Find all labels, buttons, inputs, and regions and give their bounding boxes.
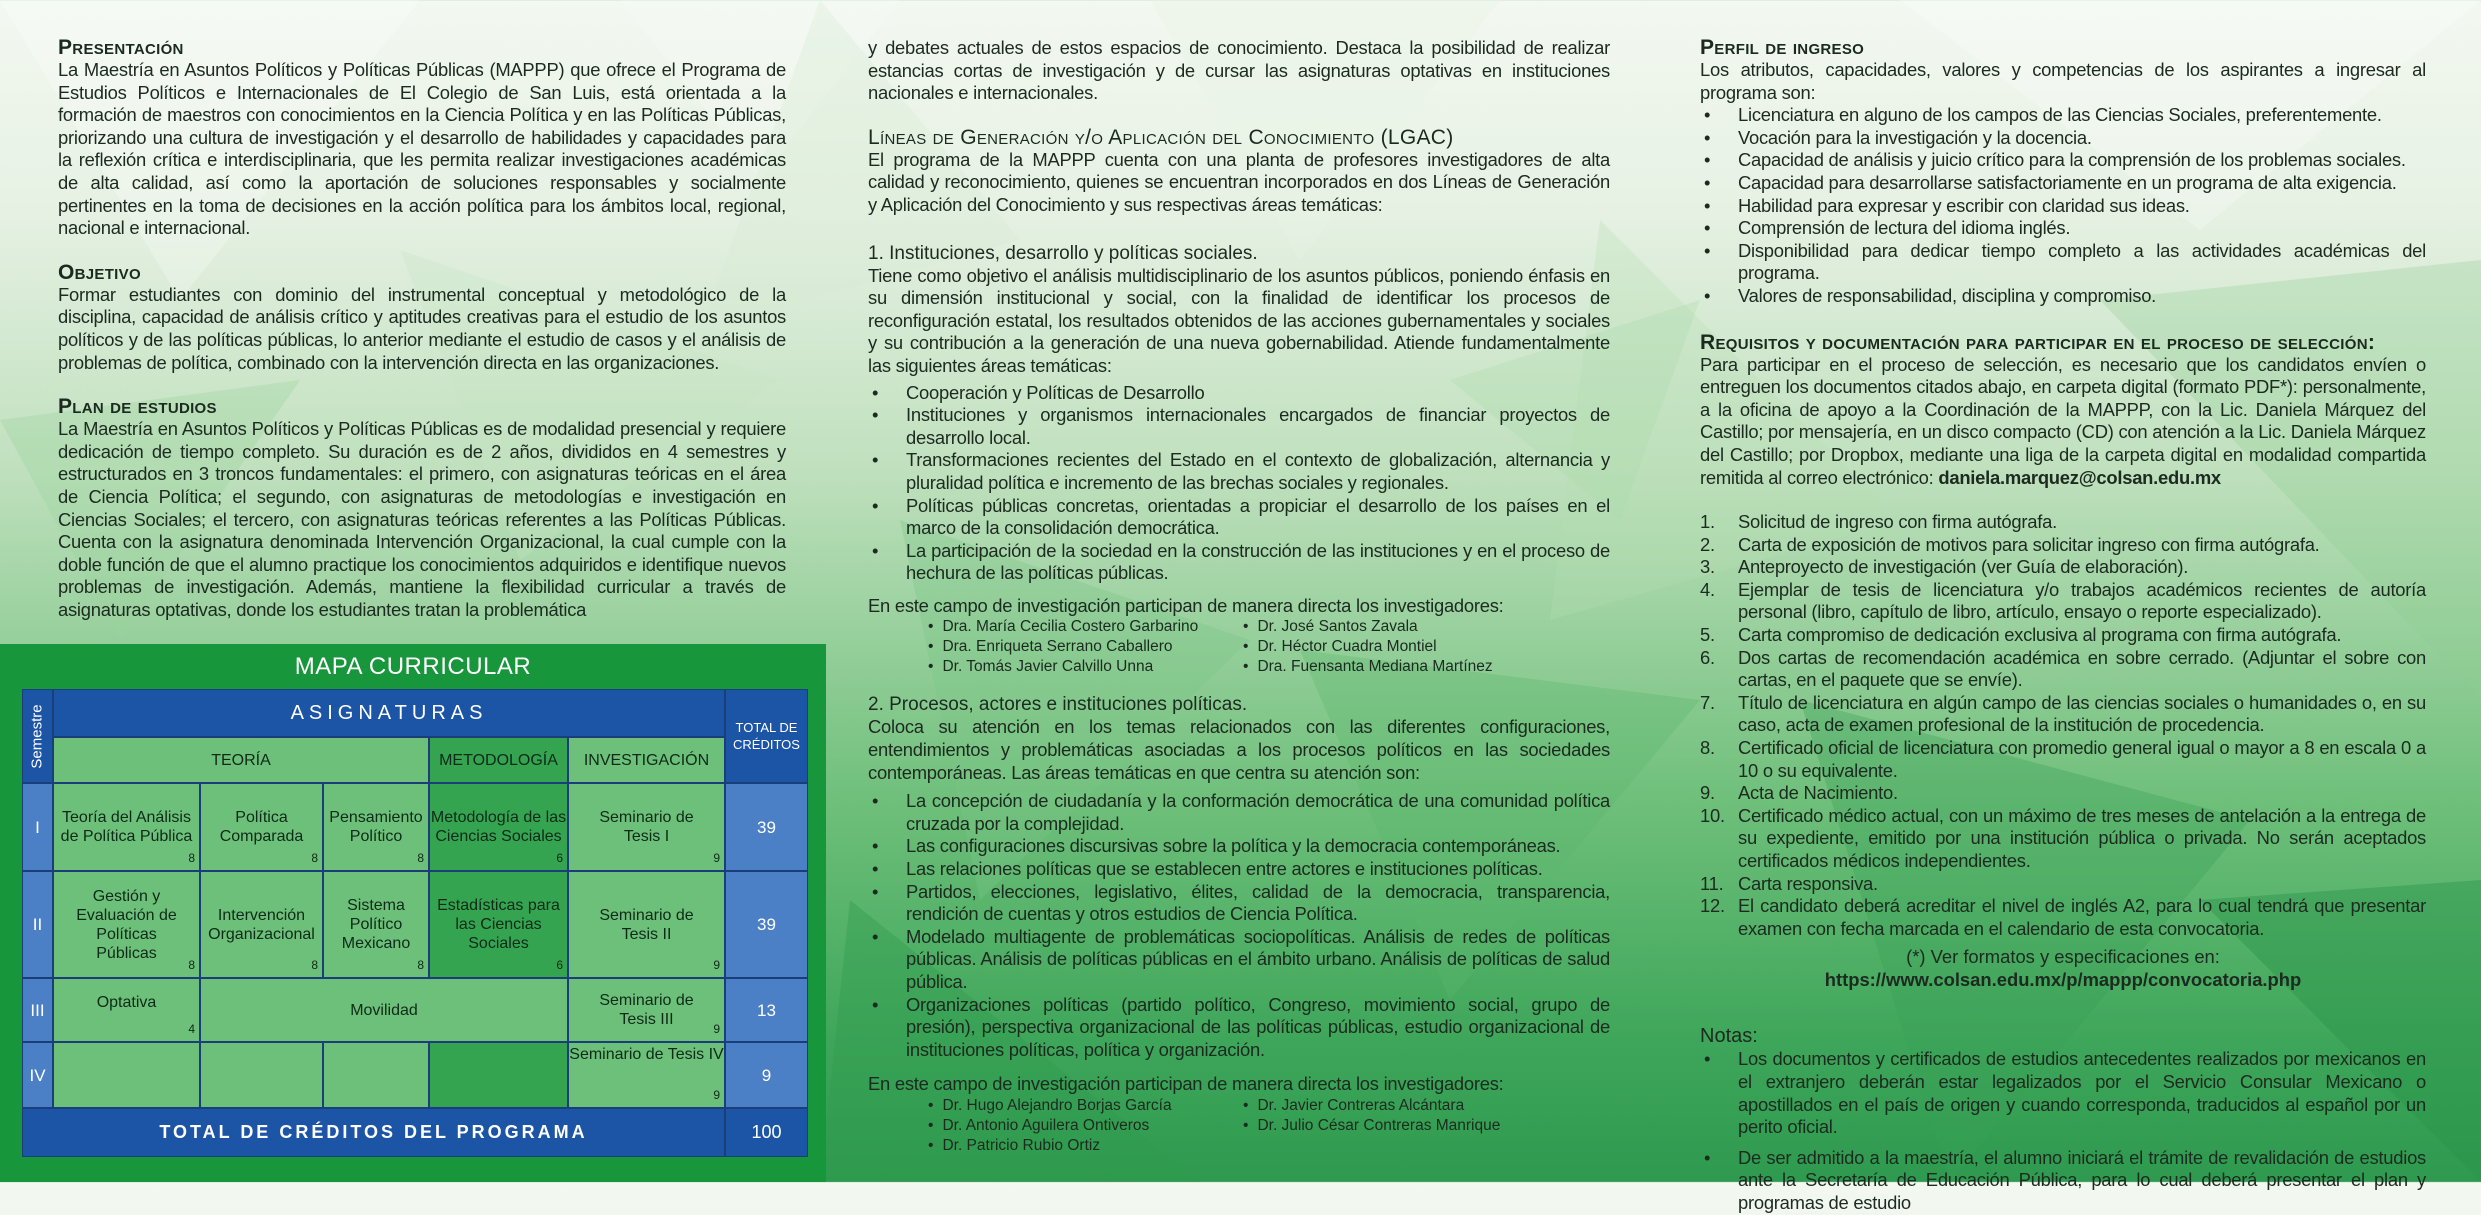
perfil-list [1700,104,2426,307]
empty-cell [323,1042,429,1108]
linea1-title: 1. Instituciones, desarrollo y políticas sociales. [868,242,1258,264]
list-item: • Comprensión de lectura del idioma inglés. [1700,217,2426,240]
list-item: • La participación de la sociedad en la construcción de las instituciones y en el proceso de hechura de las políticas públicas. [868,540,1610,585]
list-item: 2. Carta de exposición de motivos para solicitar ingreso con firma autógrafa. [1700,533,2320,555]
list-item: • Habilidad para expresar y escribir con claridad sus ideas. [1700,195,2426,218]
list-item: • Vocación para la investigación y la docencia. [1700,127,2426,150]
perfil-text: Los atributos, capacidades, valores y competencias de los aspirantes a ingresar al programa son: [1700,59,2426,103]
presentacion-title: Presentación [58,36,184,59]
plan-text: La Maestría en Asuntos Políticos y Políticas Públicas es de modalidad presencial y requiere dedicación de tiempo completo. Su duración es de 2 años, divididos en 4 semestres y estructurados en 3 troncos fundamentales: el primero, con asignaturas teóricas en el área de Ciencia Política; el segundo, con asignaturas de metodologías e investigación en Ciencias Sociales; el tercero, con asignaturas teóricas referentes a las Políticas Públicas. Cuenta con la asignatura denominada Intervención Organizacional, la cual cumple con la doble función de que el alumno practique los conocimientos adquiridos e identifique nuevos problemas de investigación. Además, mantiene la flexibilidad curricular a través de asignaturas optativas, donde los estudiantes tratan la problemática [58,418,786,620]
course-cell: Optativa 4 [53,978,200,1042]
sem-II: II [22,871,53,978]
course-cell: Seminario de Tesis I 9 [568,783,725,871]
intro-text: y debates actuales de estos espacios de conocimiento. Destaca la posibilidad de realizar estancias cortas de investigación y de cursar las asignaturas optativas en instituciones nacionales e internacionales. [868,37,1610,104]
linea1-list [868,382,1610,585]
lgac-text: El programa de la MAPPP cuenta con una planta de profesores investigadores de alta calidad y reconocimiento, quienes se encuentran incorporados en dos Líneas de Generación y Aplicación del Conocimiento y sus respectivas áreas temáticas: [868,148,1610,215]
list-item: • De ser admitido a la maestría, el alumno iniciará el trámite de revalidación de estudios ante la Secretaría de Educación Pública, para lo cual deberá presentar el plan y programas de estudio [1700,1147,2426,1215]
professor-name: • Dr. Javier Contreras Alcántara [1243,1096,1543,1116]
objetivo-title: Objetivo [58,260,141,284]
teoria-header: TEORÍA [53,737,429,783]
list-item: • Modelado multiagente de problemáticas sociopolíticas. Análisis de redes de políticas públicas. Análisis de políticas públicas en el ámbito urbano. Análisis de políticas de salud pública. [868,926,1610,994]
list-item: • Cooperación y Políticas de Desarrollo [868,382,1610,405]
linea1-prof-intro: En este campo de investigación participan de manera directa los investigadores: [868,594,1504,616]
professor-name: • Dr. Patricio Rubio Ortiz [928,1136,1243,1156]
plan-title: Plan de estudios [58,395,217,419]
perfil-title: Perfil de ingreso [1700,36,1865,59]
column-middle [868,37,1610,1156]
list-item: 6. Dos cartas de recomendación académica en sobre cerrado. (Adjuntar el sobre con cartas, en el paquete que se envíe). [1700,646,2426,691]
mapa-table [22,689,808,1157]
list-item: • Los documentos y certificados de estudios antecedentes realizados por mexicanos en el extranjero deberán estar legalizados por el Servicio Consular Mexicano o apostillados en el país de origen y cuando corresponda, traducidos al español por un perito oficial. [1700,1048,2426,1138]
linea2-title: 2. Procesos, actores e instituciones políticas. [868,694,1248,716]
list-item: 5. Carta compromiso de dedicación exclusiva al programa con firma autógrafa. [1700,624,2342,646]
requisitos-text: Para participar en el proceso de selección, es necesario que los candidatos envíen o entreguen los documentos citados abajo, en carpeta digital (formato PDF*): personalmente, a la oficina de apoyo a la Coordinación de la MAPPP, con la Lic. Daniela Márquez del Castillo; por mensajería, en un disco compacto (CD) con atención a la Lic. Daniela Márquez del Castillo; por Dropbox, mediante una liga de la carpeta digital en modalidad compartida remitida al correo electrónico: daniela.marquez@colsan.edu.mx [1700,353,2426,488]
list-item: • Partidos, elecciones, legislativo, élites, calidad de la democracia, transparencia, rendición de cuentas y otros estudios de Ciencia Política. [868,881,1610,926]
row-total: 13 [725,978,808,1042]
list-item: 3. Anteproyecto de investigación (ver Guía de elaboración). [1700,556,2189,578]
investigacion-header: INVESTIGACIÓN [568,737,725,783]
list-item: • Instituciones y organismos internacionales encargados de financiar proyectos de desarrollo local. [868,404,1610,449]
list-item: 10. Certificado médico actual, con un máximo de tres meses de antelación a la entrega de su expediente, emitido por una institución pública o privada. No serán aceptados certificados médicos independientes. [1700,804,2426,871]
total-programa-value: 100 [725,1108,808,1157]
professor-name: • Dr. Héctor Cuadra Montiel [1243,637,1543,657]
sem-III: III [22,978,53,1042]
objetivo-text: Formar estudiantes con dominio del instrumental conceptual y metodológico de la disciplina, capacidad de análisis crítico y aptitudes creativas para el estudio de los asuntos políticos y de las políticas públicas, lo anterior mediante el estudio de casos y el análisis de problemas de política, combinado con la intervención directa en las organizaciones. [58,283,786,373]
semestre-header: Semestre [22,689,53,783]
course-cell: Pensamiento Político 8 [323,783,429,871]
notas-list [1700,1048,2426,1214]
professor-name: • Dr. Hugo Alejandro Borjas García [928,1096,1243,1116]
course-cell: Seminario de Tesis III 9 [568,978,725,1042]
list-item: • Valores de responsabilidad, disciplina y compromiso. [1700,285,2426,308]
linea2-list [868,790,1610,1061]
list-item: 12. El candidato deberá acreditar el nivel de inglés A2, para lo cual tendrá que presentar examen con fecha marcada en el calendario de esta convocatoria. [1700,895,2426,939]
requisitos-list [1700,511,2426,940]
formatos-label: (*) Ver formatos y especificaciones en: [1906,946,2220,968]
sem-I: I [22,783,53,871]
list-item: 4. Ejemplar de tesis de licenciatura y/o trabajos académicos recientes de autoría personal (libro, capítulo de libro, artículo, ensayo o reporte especializado). [1700,578,2426,623]
professor-name: • Dr. José Santos Zavala [1243,617,1543,637]
list-item: • Transformaciones recientes del Estado en el contexto de globalización, alternancia y pluralidad política e incremento de las brechas sociales y regionales. [868,449,1610,494]
professor-name: • Dra. María Cecilia Costero Garbarino [928,617,1243,637]
metodologia-header: METODOLOGÍA [429,737,568,783]
linea1-profs [928,617,1610,677]
requisitos-title: Requisitos y documentación para participar en el proceso de selección: [1700,330,2376,354]
list-item: • Las relaciones políticas que se establecen entre actores e instituciones políticas. [868,858,1610,881]
asignaturas-header: ASIGNATURAS [53,689,725,737]
total-programa-label: TOTAL DE CRÉDITOS DEL PROGRAMA [22,1108,725,1157]
linea2-profs [928,1096,1610,1156]
list-item: • Licenciatura en alguno de los campos de las Ciencias Sociales, preferentemente. [1700,104,2426,127]
mapa-curricular [0,644,826,1182]
professor-name: • Dr. Antonio Aguilera Ontiveros [928,1116,1243,1136]
email-link[interactable]: daniela.marquez@colsan.edu.mx [1938,466,2221,488]
course-cell: Metodología de las Ciencias Sociales 6 [429,783,568,871]
column-left [58,36,786,621]
list-item: 7. Título de licenciatura en algún campo de las ciencias sociales o humanidades o, en su caso, acta de examen profesional de la institución de procedencia. [1700,691,2426,736]
professor-name: • Dra. Enriqueta Serrano Caballero [928,637,1243,657]
list-item: 11. Carta responsiva. [1700,872,1878,894]
list-item: • La concepción de ciudadanía y la conformación democrática de una comunidad política cruzada por la complejidad. [868,790,1610,835]
professor-name: • Dr. Tomás Javier Calvillo Unna [928,657,1243,677]
lgac-title: Líneas de Generación y/o Aplicación del Conocimiento (LGAC) [868,125,1454,149]
course-cell: Estadísticas para las Ciencias Sociales 6 [429,871,568,978]
list-item: • Políticas públicas concretas, orientadas a propiciar el desarrollo de los países en el marco de la consolidación democrática. [868,495,1610,540]
row-total: 39 [725,871,808,978]
row-total: 39 [725,783,808,871]
empty-cell [200,1042,323,1108]
movilidad-cell: Movilidad [200,978,568,1042]
list-item: • Capacidad de análisis y juicio crítico para la comprensión de los problemas sociales. [1700,149,2426,172]
course-cell: Teoría del Análisis de Política Pública 8 [53,783,200,871]
course-cell: Intervención Organizacional 8 [200,871,323,978]
empty-cell [429,1042,568,1108]
professor-name: • Dr. Julio César Contreras Manrique [1243,1116,1543,1136]
list-item: • Capacidad para desarrollarse satisfactoriamente en un programa de alta exigencia. [1700,172,2426,195]
course-cell: Política Comparada 8 [200,783,323,871]
mapa-title: MAPA CURRICULAR [294,653,532,680]
course-cell: Seminario de Tesis II 9 [568,871,725,978]
total-creditos-header: TOTAL DE CRÉDITOS [725,689,808,783]
linea2-prof-intro: En este campo de investigación participan de manera directa los investigadores: [868,1073,1504,1095]
list-item: 8. Certificado oficial de licenciatura con promedio general igual o mayor a 8 en escala 0 a 10 o su equivalente. [1700,737,2426,781]
linea2-text: Coloca su atención en los temas relacionados con las diferentes configuraciones, entendimientos y problemáticas asociadas a los procesos políticos en las sociedades contemporáneas. Las áreas temáticas en que centra su atención son: [868,716,1610,783]
list-item: 1. Solicitud de ingreso con firma autógrafa. [1700,511,2057,533]
column-right [1700,36,2426,1215]
linea1-text: Tiene como objetivo el análisis multidisciplinario de los asuntos públicos, poniendo énfasis en su dimensión institucional y social, con la finalidad de identificar los procesos de reconfiguración estatal, los resultados obtenidos de las acciones gubernamentales y sociales y su contribución a la generación de una nueva gobernabilidad. Atiende fundamentalmente las siguientes áreas temáticas: [868,264,1610,376]
row-total: 9 [725,1042,808,1108]
list-item: 9. Acta de Nacimiento. [1700,782,1898,804]
professor-name: • Dra. Fuensanta Mediana Martínez [1243,657,1543,677]
list-item: • Disponibilidad para dedicar tiempo completo a las actividades académicas del programa. [1700,240,2426,285]
course-cell: Gestión y Evaluación de Políticas Públicas 8 [53,871,200,978]
sem-IV: IV [22,1042,53,1108]
presentacion-text: La Maestría en Asuntos Políticos y Políticas Públicas (MAPPP) que ofrece el Programa de Estudios Políticos e Internacionales de El Colegio de San Luis, está orientada a la formación de maestros con conocimientos en la Ciencia Política y en las Políticas Públicas, priorizando una cultura de investigación y el desarrollo de habilidades y capacidades para la reflexión crítica e interdisciplinaria, que les permita realizar investigaciones académicas de alta calidad, así como la aportación de soluciones responsables y socialmente pertinentes en la toma de decisiones en la acción política para los ámbitos local, regional, nacional e internacional. [58,59,786,239]
notas-title: Notas: [1700,1025,1758,1048]
course-cell: Seminario de Tesis IV 9 [568,1042,725,1108]
list-item: • Las configuraciones discursivas sobre la política y la democracia contemporáneas. [868,835,1610,858]
formatos-url[interactable]: https://www.colsan.edu.mx/p/mappp/convocatoria.php [1824,969,2302,991]
course-cell: Sistema Político Mexicano 8 [323,871,429,978]
list-item: • Organizaciones políticas (partido político, Congreso, movimiento social, grupo de presión), perspectiva organizacional de las políticas públicas, estudio organizacional de instituciones políticas, política y organización. [868,994,1610,1062]
empty-cell [53,1042,200,1108]
